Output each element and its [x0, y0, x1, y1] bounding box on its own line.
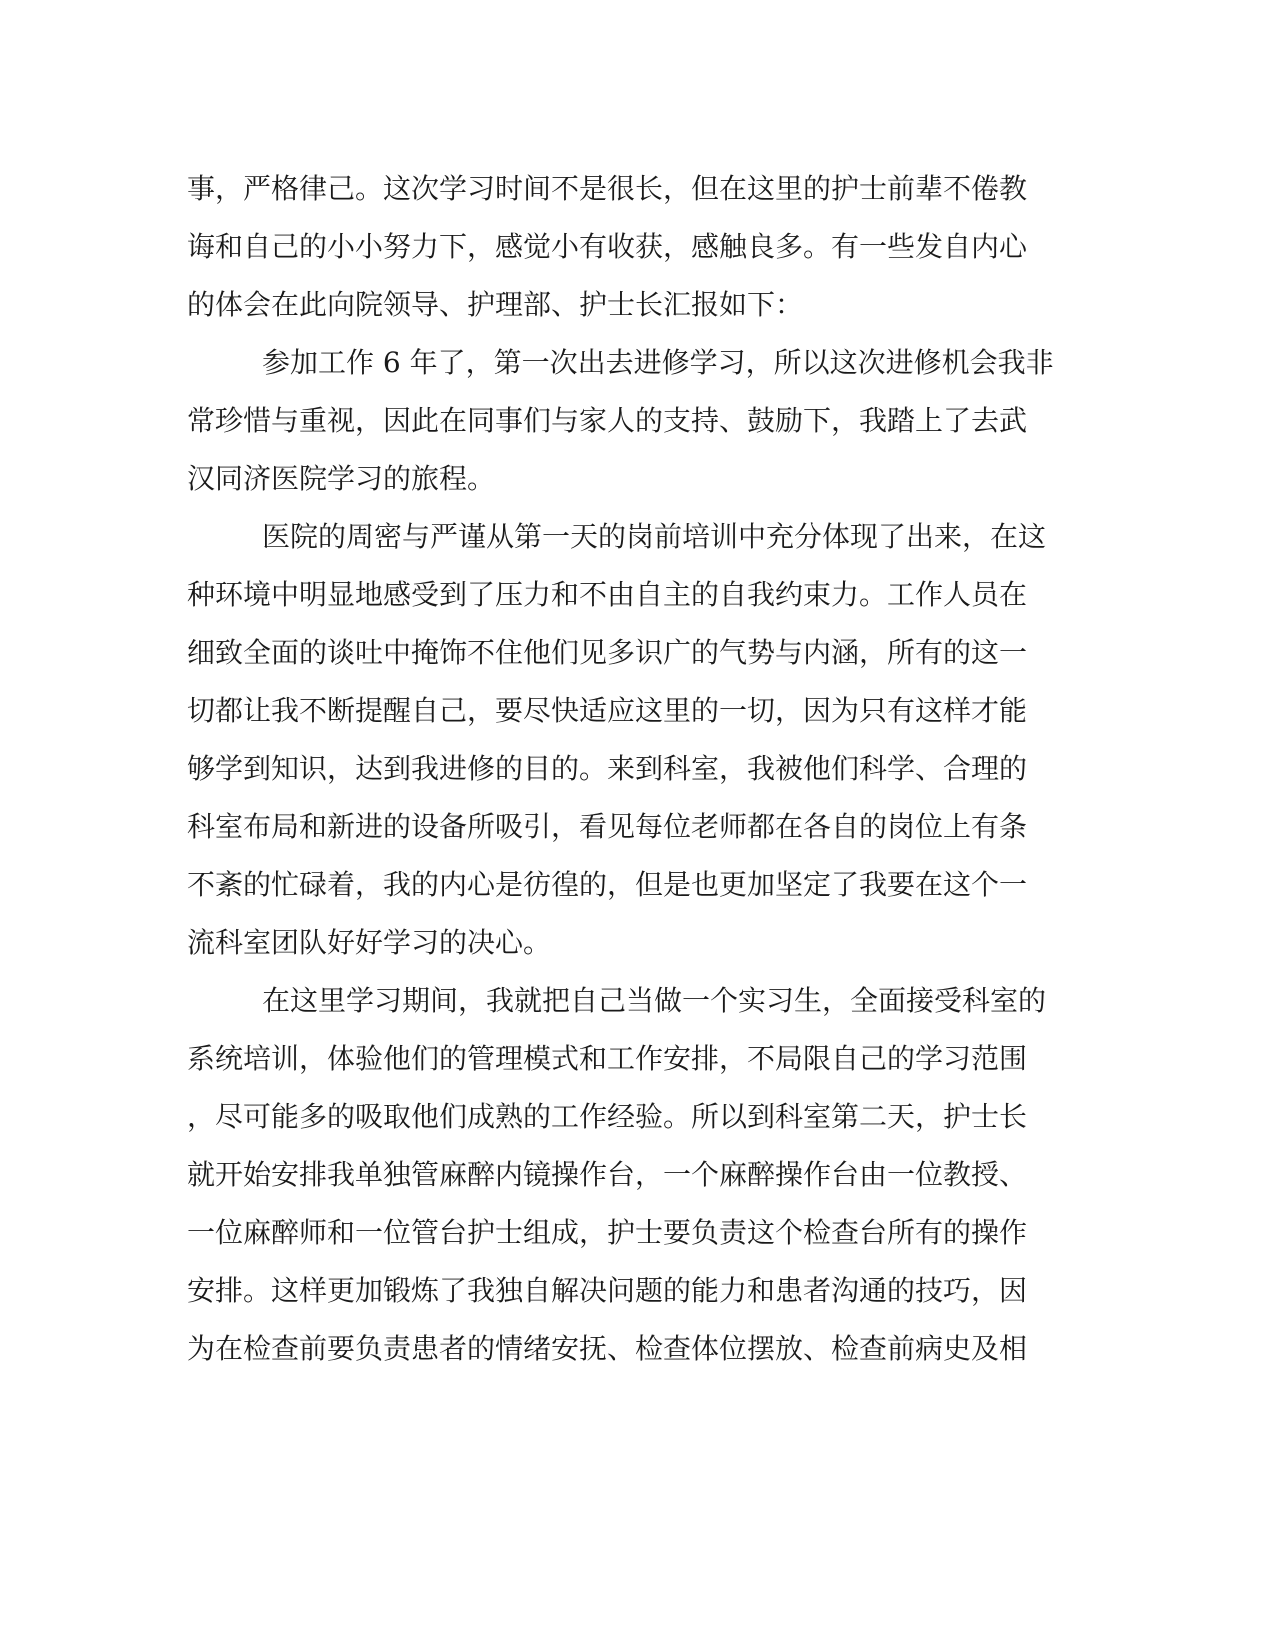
text-line: 诲和自己的小小努力下，感觉小有收获，感触良多。有一些发自内心 — [187, 230, 1028, 263]
paragraph-first-line: 医院的周密与严谨从第一天的岗前培训中充分体现了出来，在这 — [262, 520, 1047, 553]
text-line: 就开始安排我单独管麻醉内镜操作台，一个麻醉操作台由一位教授、 — [187, 1158, 1028, 1191]
text-line: 的体会在此向院领导、护理部、护士长汇报如下： — [187, 288, 804, 321]
text-line: 汉同济医院学习的旅程。 — [187, 462, 496, 495]
text-line: 一位麻醉师和一位管台护士组成，护士要负责这个检查台所有的操作 — [187, 1216, 1028, 1249]
paragraph-first-line: 参加工作 6 年了，第一次出去进修学习，所以这次进修机会我非 — [262, 346, 1054, 379]
text-line: 科室布局和新进的设备所吸引，看见每位老师都在各自的岗位上有条 — [187, 810, 1028, 843]
text-line: 系统培训，体验他们的管理模式和工作安排，不局限自己的学习范围 — [187, 1042, 1028, 1075]
text-line: 流科室团队好好学习的决心。 — [187, 926, 552, 959]
text-line: 种环境中明显地感受到了压力和不由自主的自我约束力。工作人员在 — [187, 578, 1028, 611]
text-line: ，尽可能多的吸取他们成熟的工作经验。所以到科室第二天，护士长 — [187, 1100, 1028, 1133]
text-line: 常珍惜与重视，因此在同事们与家人的支持、鼓励下，我踏上了去武 — [187, 404, 1028, 437]
text-line: 不紊的忙碌着，我的内心是彷徨的，但是也更加坚定了我要在这个一 — [187, 868, 1028, 901]
text-line: 为在检查前要负责患者的情绪安抚、检查体位摆放、检查前病史及相 — [187, 1332, 1028, 1365]
text-line: 细致全面的谈吐中掩饰不住他们见多识广的气势与内涵，所有的这一 — [187, 636, 1028, 669]
paragraph-first-line: 在这里学习期间，我就把自己当做一个实习生，全面接受科室的 — [262, 984, 1047, 1017]
text-line: 安排。这样更加锻炼了我独自解决问题的能力和患者沟通的技巧，因 — [187, 1274, 1028, 1307]
body-text — [187, 160, 1067, 1378]
text-line: 事，严格律己。这次学习时间不是很长，但在这里的护士前辈不倦教 — [187, 172, 1028, 205]
text-line: 够学到知识，达到我进修的目的。来到科室，我被他们科学、合理的 — [187, 752, 1028, 785]
text-line: 切都让我不断提醒自己，要尽快适应这里的一切，因为只有这样才能 — [187, 694, 1028, 727]
